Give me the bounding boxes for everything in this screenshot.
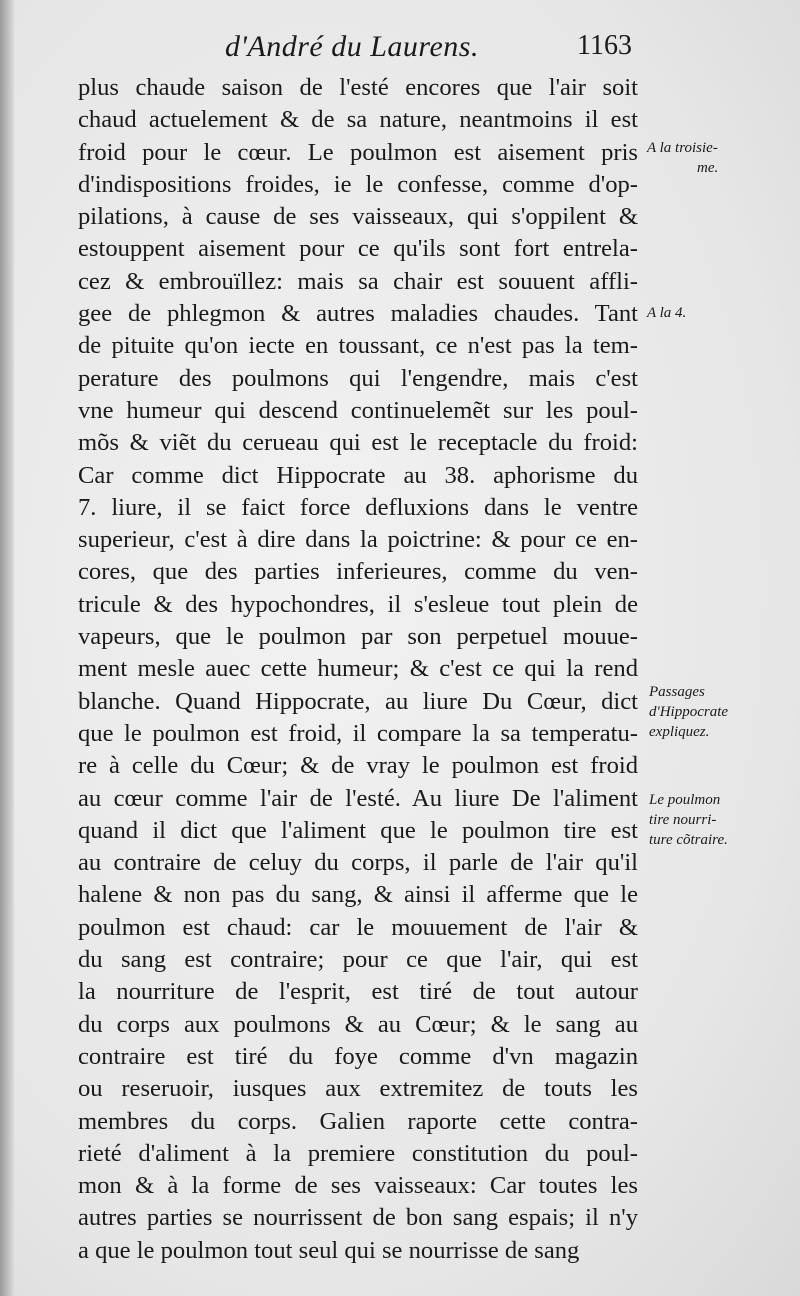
body-line: tricule & des hypochondres, il s'esleue tout plein de (78, 590, 638, 618)
body-line: chaud actuelement & de sa nature, neantmoins il est (78, 106, 638, 134)
body-line: estouppent aisement pour ce qu'ils sont fort entrela- (78, 235, 638, 263)
body-line: superieur, c'est à dire dans la poictrine: & pour ce en- (78, 526, 638, 554)
body-line: cez & embrouïllez: mais sa chair est souuent affli- (78, 267, 638, 295)
margin-note-line: Le poulmon (649, 792, 721, 808)
body-line: la nourriture de l'esprit, est tiré de tout autour (78, 978, 638, 1006)
margin-note-3 (649, 682, 728, 742)
margin-note-line: tire nourri- (649, 812, 717, 828)
body-line: mon & à la forme de ses vaisseaux: Car toutes les (78, 1172, 638, 1200)
margin-note-2 (647, 303, 686, 323)
body-line: cores, que des parties inferieures, comme du ven- (78, 558, 638, 586)
margin-note-4 (649, 790, 728, 850)
body-line: que le poulmon est froid, il compare la sa temperatu- (78, 719, 638, 747)
margin-note-line: A la 4. (647, 305, 687, 321)
body-line: ou reseruoir, iusques aux extremitez de touts les (78, 1075, 638, 1103)
body-line: pilations, à cause de ses vaisseaux, qui s'oppilent & (78, 203, 638, 231)
body-line: Car comme dict Hippocrate au 38. aphorisme du (78, 461, 638, 489)
body-line: froid pour le cœur. Le poulmon est aisement pris (78, 138, 638, 166)
body-line: perature des poulmons qui l'engendre, mais c'est (78, 364, 638, 392)
body-line: vapeurs, que le poulmon par son perpetuel mouue- (78, 623, 638, 651)
body-line: ment mesle auec cette humeur; & c'est ce qui la rend (78, 655, 638, 683)
margin-note-line: ture cõtraire. (649, 832, 728, 848)
body-line: halene & non pas du sang, & ainsi il afferme que le (78, 881, 638, 909)
body-line: d'indispositions froides, ie le confesse, comme d'op- (78, 170, 638, 198)
body-line: a que le poulmon tout seul qui se nourrisse de sang (78, 1236, 580, 1264)
body-line: quand il dict que l'aliment que le poulmon tire est (78, 816, 638, 844)
margin-note-line: expliquez. (649, 724, 710, 740)
body-line: contraire est tiré du foye comme d'vn magazin (78, 1042, 638, 1070)
body-line: autres parties se nourrissent de bon sang espais; il n'y (78, 1204, 638, 1232)
body-line: rieté d'aliment à la premiere constitution du poul- (78, 1139, 638, 1167)
margin-note-line: me. (697, 160, 719, 176)
body-line: re à celle du Cœur; & de vray le poulmon est froid (78, 752, 638, 780)
running-title: d'André du Laurens. (225, 30, 479, 63)
body-line: membres du corps. Galien raporte cette contra- (78, 1107, 638, 1135)
body-line: 7. liure, il se faict force defluxions dans le ventre (78, 493, 638, 521)
body-line: au contraire de celuy du corps, il parle de l'air qu'il (78, 849, 638, 877)
body-line: poulmon est chaud: car le mouuement de l'air & (78, 913, 638, 941)
body-line: au cœur comme l'air de l'esté. Au liure De l'aliment (78, 784, 638, 812)
margin-note-line: A la troisie- (647, 140, 718, 156)
margin-note-line: Passages (649, 684, 705, 700)
body-line: gee de phlegmon & autres maladies chaudes. Tant (78, 300, 638, 328)
body-text (78, 72, 638, 1267)
body-line: de pituite qu'on iecte en toussant, ce n'est pas la tem- (78, 332, 638, 360)
body-line: du sang est contraire; pour ce que l'air, qui est (78, 946, 638, 974)
body-line: mõs & viẽt du cerueau qui est le receptacle du froid: (78, 429, 638, 457)
page-spine-shadow (0, 0, 14, 1296)
body-line: vne humeur qui descend continuelemẽt sur les poul- (78, 396, 638, 424)
body-line: du corps aux poulmons & au Cœur; & le sang au (78, 1010, 638, 1038)
margin-note-1 (647, 138, 718, 178)
body-line: blanche. Quand Hippocrate, au liure Du Cœur, dict (78, 687, 638, 715)
body-line: plus chaude saison de l'esté encores que l'air soit (78, 74, 638, 101)
page-number: 1163 (577, 30, 632, 61)
margin-note-line: d'Hippocrate (649, 704, 729, 720)
